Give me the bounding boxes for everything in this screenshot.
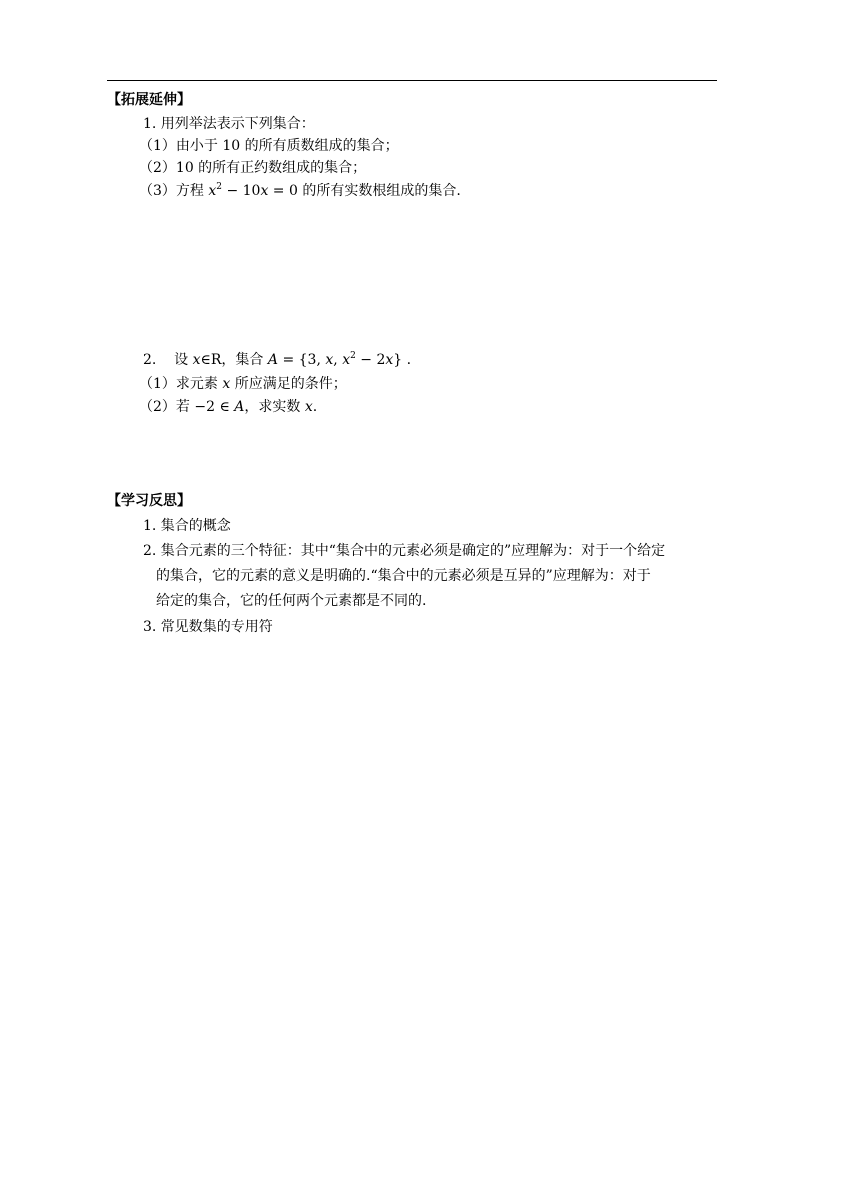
question-1-part-1: （1）由小于 10 的所有质数组成的集合； [139,138,399,154]
question-1-stem: 1. 用列举法表示下列集合： [143,116,315,132]
reflection-item-3: 3. 常见数集的专用符 [143,619,273,635]
question-2-stem: 2. 设 x∈R，集合 A = {3, x, $x^2 - 2x$} . [143,351,412,368]
question-1-part-2: （2）10 的所有正约数组成的集合； [139,160,367,176]
question-1-part-3: （3）方程 $x^2 - 10x = 0$ 的所有实数根组成的集合. [139,182,461,199]
question-2-part-1: （1）求元素 x 所应满足的条件； [139,376,347,392]
reflection-item-1: 1. 集合的概念 [143,518,231,534]
reflection-item-2: 2. 集合元素的三个特征：其中“集合中的元素必须是确定的”应理解为：对于一个给定 [143,543,666,559]
section-heading-extension: 【拓展延伸】 [107,92,191,108]
section-heading-reflection: 【学习反思】 [107,493,191,509]
top-rule [107,80,717,81]
question-2-part-2: （2）若 −2 ∈ A，求实数 x. [139,399,318,415]
reflection-item-2-cont-2: 给定的集合，它的任何两个元素都是不同的. [156,593,427,609]
reflection-item-2-cont-1: 的集合，它的元素的意义是明确的.“集合中的元素必须是互异的”应理解为：对于 [156,568,651,584]
